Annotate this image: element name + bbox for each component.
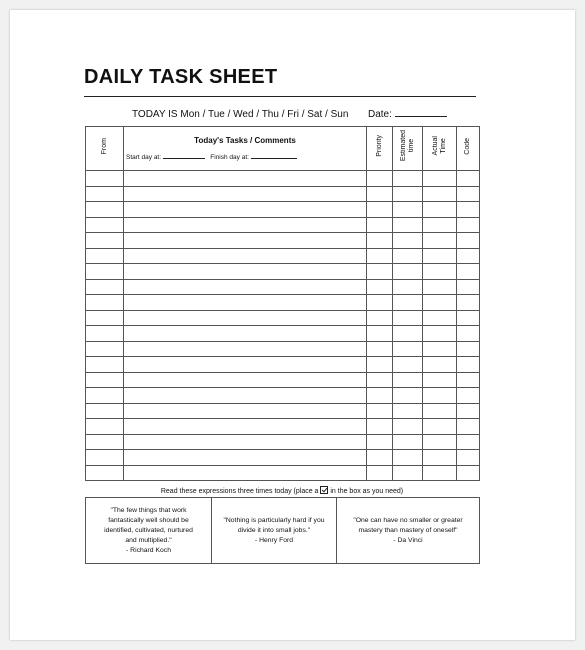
header-actual (423, 127, 457, 171)
task-cell[interactable] (124, 264, 367, 280)
actual-cell[interactable] (423, 372, 457, 388)
date-label: Date: (367, 109, 392, 120)
task-cell[interactable] (124, 248, 367, 264)
task-cell[interactable] (124, 465, 367, 481)
table-row (86, 248, 480, 264)
date-field[interactable] (395, 107, 447, 117)
actual-cell[interactable] (423, 279, 457, 295)
code-cell[interactable] (457, 388, 480, 404)
code-cell[interactable] (457, 310, 480, 326)
actual-cell[interactable] (423, 264, 457, 280)
code-cell[interactable] (457, 403, 480, 419)
header-estimated-label: Estimated time (399, 130, 415, 162)
estimated-cell[interactable] (393, 403, 423, 419)
quote-cell (337, 498, 480, 564)
actual-cell[interactable] (423, 326, 457, 342)
table-row (86, 217, 480, 233)
header-code-label: Code (464, 137, 471, 155)
from-cell[interactable] (86, 419, 124, 435)
quote-text-line: and multiplied." (125, 536, 172, 544)
estimated-cell[interactable] (393, 326, 423, 342)
estimated-cell[interactable] (393, 357, 423, 373)
from-cell[interactable] (86, 217, 124, 233)
header-estimated (393, 127, 423, 171)
task-cell[interactable] (124, 310, 367, 326)
code-cell[interactable] (457, 419, 480, 435)
task-cell[interactable] (124, 202, 367, 218)
actual-cell[interactable] (423, 388, 457, 404)
estimated-cell[interactable] (393, 388, 423, 404)
from-cell[interactable] (86, 264, 124, 280)
estimated-cell[interactable] (393, 248, 423, 264)
table-row (86, 434, 480, 450)
today-prefix: TODAY IS (132, 109, 178, 120)
code-cell[interactable] (457, 450, 480, 466)
priority-cell[interactable] (367, 217, 393, 233)
table-row (86, 450, 480, 466)
task-cell[interactable] (124, 434, 367, 450)
code-cell[interactable] (457, 341, 480, 357)
priority-cell[interactable] (367, 341, 393, 357)
from-cell[interactable] (86, 341, 124, 357)
from-cell[interactable] (86, 450, 124, 466)
code-cell[interactable] (457, 326, 480, 342)
from-cell[interactable] (86, 388, 124, 404)
priority-cell[interactable] (367, 388, 393, 404)
task-cell[interactable] (124, 388, 367, 404)
from-cell[interactable] (86, 372, 124, 388)
code-cell[interactable] (457, 248, 480, 264)
table-row (86, 372, 480, 388)
task-rows (86, 171, 480, 481)
estimated-cell[interactable] (393, 372, 423, 388)
task-cell[interactable] (124, 186, 367, 202)
start-time-field[interactable] (163, 151, 205, 159)
code-cell[interactable] (457, 171, 480, 187)
header-tasks (124, 127, 367, 171)
from-cell[interactable] (86, 295, 124, 311)
priority-cell[interactable] (367, 264, 393, 280)
actual-cell[interactable] (423, 450, 457, 466)
task-cell[interactable] (124, 403, 367, 419)
priority-cell[interactable] (367, 186, 393, 202)
priority-cell[interactable] (367, 171, 393, 187)
code-cell[interactable] (457, 295, 480, 311)
header-priority-label: Priority (375, 135, 383, 157)
task-cell[interactable] (124, 372, 367, 388)
priority-cell[interactable] (367, 202, 393, 218)
quotes-table (85, 497, 480, 564)
instructions-after: in the box as you need) (330, 488, 404, 495)
code-cell[interactable] (457, 434, 480, 450)
header-actual-label: Actual Time (431, 136, 447, 156)
actual-cell[interactable] (423, 295, 457, 311)
priority-cell[interactable] (367, 450, 393, 466)
code-cell[interactable] (457, 264, 480, 280)
estimated-cell[interactable] (393, 186, 423, 202)
quote-text-line: divide it into small jobs." (237, 526, 311, 534)
estimated-cell[interactable] (393, 233, 423, 249)
quote-text-line: mastery than mastery of oneself" (358, 526, 458, 534)
header-code (457, 127, 480, 171)
actual-cell[interactable] (423, 357, 457, 373)
page-title: DAILY TASK SHEET (84, 66, 278, 88)
code-cell[interactable] (457, 202, 480, 218)
actual-cell[interactable] (423, 186, 457, 202)
from-cell[interactable] (86, 171, 124, 187)
actual-cell[interactable] (423, 171, 457, 187)
priority-cell[interactable] (367, 357, 393, 373)
today-line (132, 107, 447, 120)
actual-cell[interactable] (423, 434, 457, 450)
estimated-cell[interactable] (393, 279, 423, 295)
table-row (86, 341, 480, 357)
priority-cell[interactable] (367, 233, 393, 249)
estimated-cell[interactable] (393, 217, 423, 233)
actual-cell[interactable] (423, 403, 457, 419)
start-label: Start day at: (126, 154, 162, 161)
task-cell[interactable] (124, 279, 367, 295)
estimated-cell[interactable] (393, 419, 423, 435)
task-cell[interactable] (124, 450, 367, 466)
quote-cell (86, 498, 212, 564)
day-options: Mon / Tue / Wed / Thu / Fri / Sat / Sun (180, 109, 349, 120)
quote-text-line: "One can have no smaller or greater (353, 516, 463, 524)
quote-author: - Richard Koch (126, 546, 171, 554)
quote-row (86, 498, 480, 564)
from-cell[interactable] (86, 357, 124, 373)
from-cell[interactable] (86, 326, 124, 342)
table-row (86, 465, 480, 481)
table-row (86, 403, 480, 419)
task-cell[interactable] (124, 357, 367, 373)
from-cell[interactable] (86, 202, 124, 218)
table-row (86, 326, 480, 342)
finish-time-field[interactable] (251, 151, 297, 159)
title-divider (84, 96, 476, 97)
priority-cell[interactable] (367, 419, 393, 435)
task-cell[interactable] (124, 171, 367, 187)
code-cell[interactable] (457, 357, 480, 373)
priority-cell[interactable] (367, 372, 393, 388)
table-row (86, 186, 480, 202)
quote-author: - Da Vinci (393, 536, 423, 544)
actual-cell[interactable] (423, 217, 457, 233)
code-cell[interactable] (457, 217, 480, 233)
table-row (86, 388, 480, 404)
from-cell[interactable] (86, 403, 124, 419)
estimated-cell[interactable] (393, 450, 423, 466)
quote-text-line: fantastically well should be (108, 516, 189, 524)
estimated-cell[interactable] (393, 310, 423, 326)
actual-cell[interactable] (423, 202, 457, 218)
instructions-before: Read these expressions three times today (place a (160, 488, 319, 495)
estimated-cell[interactable] (393, 295, 423, 311)
estimated-cell[interactable] (393, 171, 423, 187)
from-cell[interactable] (86, 186, 124, 202)
task-cell[interactable] (124, 341, 367, 357)
from-cell[interactable] (86, 465, 124, 481)
from-cell[interactable] (86, 279, 124, 295)
code-cell[interactable] (457, 186, 480, 202)
estimated-cell[interactable] (393, 264, 423, 280)
task-cell[interactable] (124, 233, 367, 249)
task-cell[interactable] (124, 326, 367, 342)
header-start-finish (124, 151, 366, 161)
task-cell[interactable] (124, 295, 367, 311)
quote-cell (212, 498, 337, 564)
checked-box-icon (320, 486, 328, 494)
estimated-cell[interactable] (393, 465, 423, 481)
actual-cell[interactable] (423, 465, 457, 481)
code-cell[interactable] (457, 279, 480, 295)
table-row (86, 279, 480, 295)
quote-text-line: identified, cultivated, nurtured (104, 526, 193, 534)
from-cell[interactable] (86, 248, 124, 264)
from-cell[interactable] (86, 434, 124, 450)
finish-label: Finish day at: (210, 154, 249, 161)
from-cell[interactable] (86, 310, 124, 326)
actual-cell[interactable] (423, 233, 457, 249)
priority-cell[interactable] (367, 310, 393, 326)
task-table-header (86, 127, 480, 171)
priority-cell[interactable] (367, 434, 393, 450)
actual-cell[interactable] (423, 341, 457, 357)
priority-cell[interactable] (367, 279, 393, 295)
table-row (86, 419, 480, 435)
estimated-cell[interactable] (393, 341, 423, 357)
priority-cell[interactable] (367, 248, 393, 264)
instructions-line (85, 486, 479, 495)
table-row (86, 171, 480, 187)
actual-cell[interactable] (423, 419, 457, 435)
from-cell[interactable] (86, 233, 124, 249)
table-row (86, 264, 480, 280)
actual-cell[interactable] (423, 310, 457, 326)
header-priority (367, 127, 393, 171)
code-cell[interactable] (457, 372, 480, 388)
priority-cell[interactable] (367, 465, 393, 481)
header-tasks-title: Today's Tasks / Comments (194, 136, 296, 145)
priority-cell[interactable] (367, 326, 393, 342)
quote-author: - Henry Ford (254, 536, 294, 544)
task-table (85, 126, 480, 481)
header-from-label: From (100, 137, 108, 155)
code-cell[interactable] (457, 465, 480, 481)
priority-cell[interactable] (367, 403, 393, 419)
quote-text-line: "Nothing is particularly hard if you (223, 516, 325, 524)
actual-cell[interactable] (423, 248, 457, 264)
code-cell[interactable] (457, 233, 480, 249)
quote-text-line: "The few things that work (110, 506, 187, 514)
estimated-cell[interactable] (393, 202, 423, 218)
table-row (86, 357, 480, 373)
table-row (86, 202, 480, 218)
table-row (86, 233, 480, 249)
header-from (86, 127, 124, 171)
table-row (86, 295, 480, 311)
task-cell[interactable] (124, 419, 367, 435)
task-cell[interactable] (124, 217, 367, 233)
priority-cell[interactable] (367, 295, 393, 311)
estimated-cell[interactable] (393, 434, 423, 450)
table-row (86, 310, 480, 326)
